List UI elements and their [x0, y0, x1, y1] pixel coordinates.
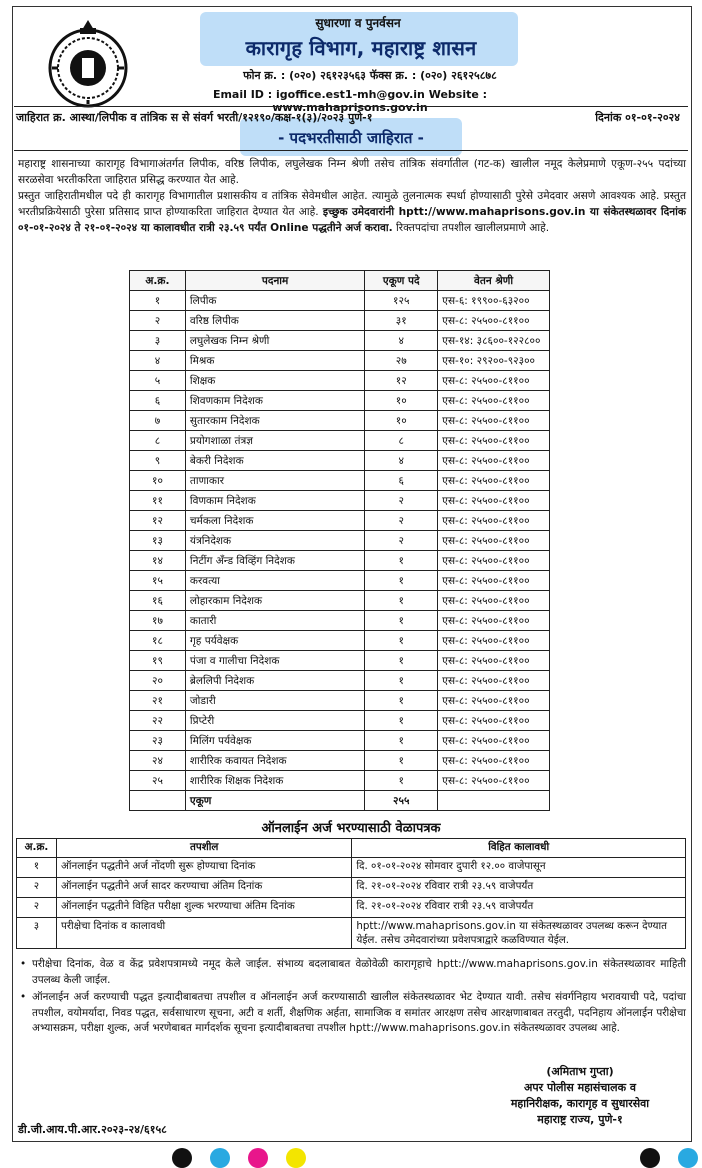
vacancy-row [130, 371, 550, 391]
header-post-name: पदनाम [185, 271, 364, 291]
row-post-name: शारीरिक कवायत निदेशक [185, 751, 364, 771]
row-total-posts: ३१ [365, 311, 438, 331]
vacancy-row [130, 691, 550, 711]
row-total-posts: १ [365, 551, 438, 571]
header-divider-top [14, 106, 688, 107]
row-total-posts: १० [365, 411, 438, 431]
row-pay-scale: एस-८: २५५००-८११०० [438, 391, 550, 411]
row-pay-scale: एस-८: २५५००-८११०० [438, 711, 550, 731]
header-total-posts: एकूण पदे [365, 271, 438, 291]
row-serial: ११ [130, 491, 186, 511]
row-serial: २४ [130, 751, 186, 771]
row-serial: १३ [130, 531, 186, 551]
row-total-posts: १० [365, 391, 438, 411]
signatory-designation-1: अपर पोलीस महासंचालक व [523, 1081, 637, 1094]
row-post-name: निटींग अँन्ड विव्हिंग निदेशक [185, 551, 364, 571]
row-total-posts: १ [365, 651, 438, 671]
row-total-posts: १ [365, 571, 438, 591]
vacancy-row [130, 671, 550, 691]
schedule-row [17, 918, 686, 949]
row-post-name: प्रयोगशाळा तंत्रज्ञ [185, 431, 364, 451]
row-pay-scale: एस-८: २५५००-८११०० [438, 431, 550, 451]
advertisement-ref-number: जाहिरात क्र. आस्था/लिपीक व तांत्रिक स से संवर्ग भरती/१२१९०/कक्ष-१(३)/२०२३ पुणे-१ [16, 111, 373, 124]
row-post-name: करवत्या [185, 571, 364, 591]
schedule-period: दि. २१-०१-२०२४ रविवार रात्री २३.५९ वाजेपर्यंत [352, 898, 686, 918]
row-pay-scale: एस-८: २५५००-८११०० [438, 731, 550, 751]
schedule-header-details: तपशील [56, 839, 351, 858]
advertisement-heading: - पदभरतीसाठी जाहिरात - [278, 129, 424, 147]
row-post-name: गृह पर्यवेक्षक [185, 631, 364, 651]
row-total-posts: १ [365, 591, 438, 611]
row-total-posts: १ [365, 731, 438, 751]
row-pay-scale: एस-८: २५५००-८११०० [438, 491, 550, 511]
schedule-details: परीक्षेचा दिनांक व कालावधी [56, 918, 351, 949]
vacancy-row [130, 771, 550, 791]
apply-instruction: इच्छुक उमेदवारांनी hptt://www.mahaprisons.gov.in या संकेतस्थळावर दिनांक ०१-०१-२०२४ ते २१-०१-२०२४ या कालावधीत रात्री २३.५९ पर्यंत Online पद्धतीने अर्ज करावा. [18, 206, 687, 234]
vacancy-row [130, 611, 550, 631]
row-post-name: शारीरिक शिक्षक निदेशक [185, 771, 364, 791]
row-total-posts: १ [365, 611, 438, 631]
registration-dot-cyan [678, 1148, 698, 1168]
row-pay-scale: एस-८: २५५००-८११०० [438, 571, 550, 591]
row-total-posts: ६ [365, 471, 438, 491]
row-serial: ४ [130, 351, 186, 371]
schedule-serial: २ [17, 898, 57, 918]
total-value: २५५ [365, 791, 438, 811]
intro-paragraph-1: महाराष्ट्र शासनाच्या कारागृह विभागाअंतर्गत लिपीक, वरिष्ठ लिपीक, लघुलेखक निम्न श्रेणी तसेच तांत्रिक संवर्गातील (गट-क) खालील नमूद केलेप्रमाणे एकूण-२५५ पदांच्या सरळसेवा भरतीकरिता जाहिरात प्रसिद्ध करण्यात येत आहे. [18, 158, 686, 186]
schedule-table-header [17, 839, 686, 858]
row-pay-scale: एस-१४: ३८६००-१२२८०० [438, 331, 550, 351]
row-post-name: विणकाम निदेशक [185, 491, 364, 511]
row-serial: १८ [130, 631, 186, 651]
row-total-posts: १ [365, 671, 438, 691]
vacancy-row [130, 751, 550, 771]
vacancy-table-header [130, 271, 550, 291]
vacancy-row [130, 731, 550, 751]
note-item: • ऑनलाईन अर्ज करण्याची पद्धत इत्यादीबाबतचा तपशील व ऑनलाईन अर्ज करण्यासाठी खालील संकेतस्थळावर भेट देण्यात यावी. तसेच संवर्गनिहाय भरावयाची पदे, पदांचा तपशील, वयोमर्यादा, निवड पद्धत, सर्वसाधारण सूचना, अटी व शर्ती, शैक्षणिक अर्हता, सामाजिक व समांतर आरक्षण तसेच आरक्षणाबाबत तरतुदी, पदनिहाय ऑनलाईन परीक्षेचा अभ्यासक्रम, परीक्षा शुल्क, अर्ज भरणेबाबत मार्गदर्शक सूचना इत्यादीबाबतचा तपशील hptt://www.mahaprisons.gov.in संकेतस्थळावर उपलब्ध आहे. [18, 990, 686, 1037]
row-post-name: बेकरी निदेशक [185, 451, 364, 471]
row-serial: १६ [130, 591, 186, 611]
row-post-name: मिश्रक [185, 351, 364, 371]
vacancy-intro: रिक्तपदांचा तपशील खालीलप्रमाणे आहे. [396, 222, 550, 234]
schedule-serial: २ [17, 878, 57, 898]
registration-dot-cyan [210, 1148, 230, 1168]
row-total-posts: २ [365, 511, 438, 531]
row-serial: १७ [130, 611, 186, 631]
row-serial: २० [130, 671, 186, 691]
vacancy-row [130, 631, 550, 651]
contact-email-website: Email ID : igoffice.est1-mh@gov.in Website : www.mahaprisons.gov.in [212, 88, 488, 114]
row-pay-scale: एस-८: २५५००-८११०० [438, 751, 550, 771]
row-pay-scale: एस-८: २५५००-८११०० [438, 371, 550, 391]
vacancy-row [130, 431, 550, 451]
vacancy-row [130, 291, 550, 311]
row-pay-scale: एस-६: १९९००-६३२०० [438, 291, 550, 311]
row-pay-scale: एस-८: २५५००-८११०० [438, 551, 550, 571]
row-post-name: शिक्षक [185, 371, 364, 391]
schedule-period: दि. २१-०१-२०२४ रविवार रात्री २३.५९ वाजेपर्यंत [352, 878, 686, 898]
header-pay-scale: वेतन श्रेणी [438, 271, 550, 291]
row-post-name: लघुलेखक निम्न श्रेणी [185, 331, 364, 351]
vacancy-table [129, 270, 550, 811]
schedule-header-serial: अ.क्र. [17, 839, 57, 858]
vacancy-total-row [130, 791, 550, 811]
row-total-posts: १ [365, 771, 438, 791]
row-serial: ५ [130, 371, 186, 391]
row-pay-scale: एस-८: २५५००-८११०० [438, 311, 550, 331]
schedule-details: ऑनलाईन पद्धतीने विहित परीक्षा शुल्क भरण्याचा अंतिम दिनांक [56, 898, 351, 918]
row-post-name: सुतारकाम निदेशक [185, 411, 364, 431]
schedule-serial: ३ [17, 918, 57, 949]
row-post-name: ताणाकार [185, 471, 364, 491]
schedule-header-period: विहित कालावधी [352, 839, 686, 858]
vacancy-row [130, 711, 550, 731]
vacancy-row [130, 411, 550, 431]
vacancy-row [130, 571, 550, 591]
row-post-name: मिलिंग पर्यवेक्षक [185, 731, 364, 751]
registration-dot-magenta [248, 1148, 268, 1168]
registration-dot-yellow [286, 1148, 306, 1168]
row-post-name: शिवणकाम निदेशक [185, 391, 364, 411]
row-pay-scale: एस-८: २५५००-८११०० [438, 771, 550, 791]
row-serial: २३ [130, 731, 186, 751]
total-label: एकूण [185, 791, 364, 811]
row-pay-scale: एस-८: २५५००-८११०० [438, 651, 550, 671]
row-post-name: वरिष्ठ लिपीक [185, 311, 364, 331]
row-post-name: ब्रेललिपी निदेशक [185, 671, 364, 691]
schedule-serial: १ [17, 858, 57, 878]
row-pay-scale: एस-८: २५५००-८११०० [438, 511, 550, 531]
dgipr-code: डी.जी.आय.पी.आर.२०२३-२४/६१५८ [18, 1123, 167, 1136]
vacancy-row [130, 471, 550, 491]
row-serial: १४ [130, 551, 186, 571]
row-total-posts: १ [365, 751, 438, 771]
notes-list [18, 957, 686, 1039]
row-total-posts: १२५ [365, 291, 438, 311]
row-serial: २२ [130, 711, 186, 731]
row-post-name: कातारी [185, 611, 364, 631]
row-serial: ९ [130, 451, 186, 471]
row-post-name: प्रिप्टेरी [185, 711, 364, 731]
row-serial: १२ [130, 511, 186, 531]
row-serial: २५ [130, 771, 186, 791]
row-post-name: पंजा व गालीचा निदेशक [185, 651, 364, 671]
vacancy-row [130, 651, 550, 671]
vacancy-row [130, 491, 550, 511]
row-post-name: चर्मकला निदेशक [185, 511, 364, 531]
row-serial: ८ [130, 431, 186, 451]
row-total-posts: २७ [365, 351, 438, 371]
intro-text: प्रस्तुत जाहिरातीमधील पदे ही कारागृह विभागातील प्रशासकीय व तांत्रिक सेवेमधील आहेत. त्यामुळे तुलनात्मक स्पर्धा होण्यासाठी पुरेसे उमेदवार असणे आवश्यक आहे. प्रस्तुत भरतीप्रक्रियेसाठी पुरेसा प्रतिसाद प्राप्त होण्याकरिता जाहिरात देण्यात येत आहे. [18, 190, 686, 218]
row-pay-scale: एस-८: २५५००-८११०० [438, 531, 550, 551]
signatory-designation-2: महानिरीक्षक, कारागृह व सुधारसेवा [510, 1097, 650, 1110]
schedule-period: दि. ०१-०१-२०२४ सोमवार दुपारी १२.०० वाजेपासून [352, 858, 686, 878]
row-serial: ६ [130, 391, 186, 411]
signatory-designation-3: महाराष्ट्र राज्य, पुणे-१ [537, 1113, 623, 1126]
row-total-posts: ४ [365, 331, 438, 351]
row-total-posts: १ [365, 631, 438, 651]
row-total-posts: २ [365, 491, 438, 511]
schedule-row [17, 878, 686, 898]
row-serial: २१ [130, 691, 186, 711]
row-pay-scale: एस-८: २५५००-८११०० [438, 691, 550, 711]
schedule-row [17, 858, 686, 878]
vacancy-row [130, 331, 550, 351]
row-post-name: जोडारी [185, 691, 364, 711]
intro-paragraph-2 [18, 188, 686, 236]
row-post-name: लिपीक [185, 291, 364, 311]
advertisement-date: दिनांक ०१-०१-२०२४ [595, 111, 680, 124]
row-serial: २ [130, 311, 186, 331]
vacancy-row [130, 391, 550, 411]
total-empty-cell [130, 791, 186, 811]
print-registration-marks [0, 1148, 702, 1166]
row-pay-scale: एस-८: २५५००-८११०० [438, 611, 550, 631]
vacancy-row [130, 591, 550, 611]
row-pay-scale: एस-८: २५५००-८११०० [438, 451, 550, 471]
row-total-posts: १ [365, 691, 438, 711]
row-pay-scale: एस-८: २५५००-८११०० [438, 591, 550, 611]
department-title: कारागृह विभाग, महाराष्ट्र शासन [245, 36, 477, 60]
row-serial: ३ [130, 331, 186, 351]
vacancy-row [130, 531, 550, 551]
schedule-title: ऑनलाईन अर्ज भरण्यासाठी वेळापत्रक [261, 821, 441, 836]
row-serial: १० [130, 471, 186, 491]
department-subtitle: सुधारणा व पुनर्वसन [315, 16, 401, 30]
vacancy-row [130, 451, 550, 471]
vacancy-row [130, 351, 550, 371]
registration-dot-black [640, 1148, 660, 1168]
note-item: • परीक्षेचा दिनांक, वेळ व केंद्र प्रवेशपत्रामध्ये नमूद केले जाईल. संभाव्य बदलाबाबत वेळोवेळी कारागृहाचे hptt://www.mahaprisons.gov.in संकेतस्थळावर माहिती उपलब्ध केली जाईल. [18, 957, 686, 988]
row-total-posts: २ [365, 531, 438, 551]
signatory-name: (अमिताभ गुप्ता) [546, 1065, 614, 1078]
schedule-details: ऑनलाईन पद्धतीने अर्ज नोंदणी सुरू होण्याचा दिनांक [56, 858, 351, 878]
row-serial: ७ [130, 411, 186, 431]
row-total-posts: ८ [365, 431, 438, 451]
row-total-posts: १ [365, 711, 438, 731]
header-serial: अ.क्र. [130, 271, 186, 291]
signature-block [470, 1064, 690, 1128]
contact-phone: फोन क्र. : (०२०) २६१२३५६३ फॅक्स क्र. : (०२०) २६१२५८७८ [243, 69, 497, 82]
header-divider-bottom [14, 150, 688, 151]
row-pay-scale: एस-८: २५५००-८११०० [438, 631, 550, 651]
row-pay-scale: एस-८: २५५००-८११०० [438, 411, 550, 431]
schedule-table [16, 838, 686, 949]
row-pay-scale: एस-८: २५५००-८११०० [438, 671, 550, 691]
row-serial: १५ [130, 571, 186, 591]
total-empty-cell [438, 791, 550, 811]
vacancy-row [130, 311, 550, 331]
row-pay-scale: एस-१०: २९२००-९२३०० [438, 351, 550, 371]
row-pay-scale: एस-८: २५५००-८११०० [438, 471, 550, 491]
registration-dot-black [172, 1148, 192, 1168]
row-total-posts: ४ [365, 451, 438, 471]
row-post-name: लोहारकाम निदेशक [185, 591, 364, 611]
row-post-name: यंत्रनिदेशक [185, 531, 364, 551]
prison-department-emblem [42, 16, 134, 108]
schedule-details: ऑनलाईन पद्धतीने अर्ज सादर करण्याचा अंतिम दिनांक [56, 878, 351, 898]
schedule-period: hptt://www.mahaprisons.gov.in या संकेतस्थळावर उपलब्ध करून देण्यात येईल. तसेच उमेदवारांच्या प्रवेशपत्राद्वारे कळविण्यात येईल. [352, 918, 686, 949]
row-serial: १९ [130, 651, 186, 671]
vacancy-row [130, 551, 550, 571]
schedule-row [17, 898, 686, 918]
row-total-posts: १२ [365, 371, 438, 391]
vacancy-row [130, 511, 550, 531]
row-serial: १ [130, 291, 186, 311]
